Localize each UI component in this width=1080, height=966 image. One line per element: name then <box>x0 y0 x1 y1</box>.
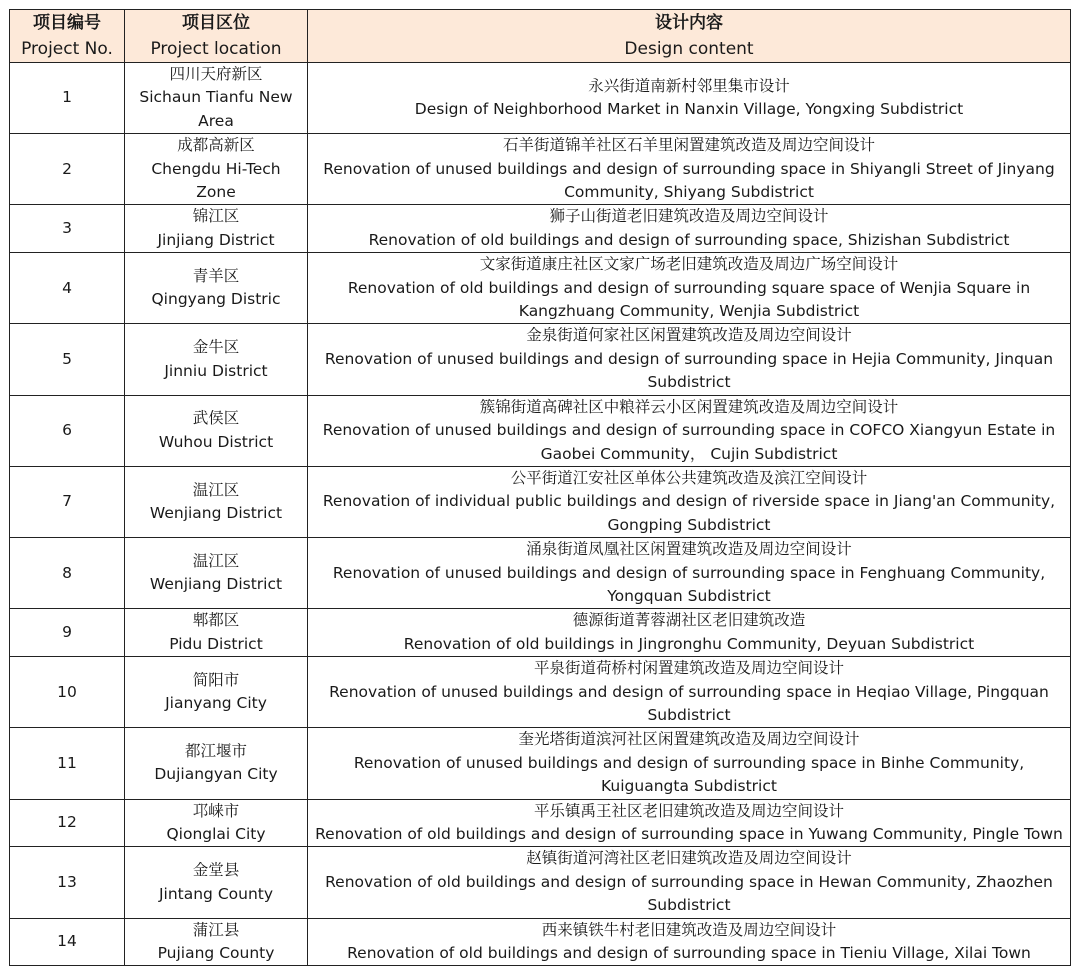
project-location-cell <box>125 324 308 395</box>
location-en: Wenjiang District <box>149 575 283 594</box>
design-content-cell <box>308 538 1071 609</box>
location-en: Pujiang County <box>157 944 275 963</box>
design-content-cell <box>308 609 1071 657</box>
header-project-no-en: Project No. <box>21 39 113 59</box>
design-content-cell <box>308 134 1071 205</box>
location-zh: 金堂县 <box>192 861 240 880</box>
location-zh: 成都高新区 <box>177 136 255 155</box>
design-content-cell <box>308 799 1071 847</box>
project-no-cell: 5 <box>10 324 125 395</box>
content-en: Renovation of unused buildings and design of surrounding space in Binhe Community, Kuiguangta Subdistrict <box>353 753 1025 796</box>
table-row <box>10 538 1071 609</box>
content-zh: 石羊街道锦羊社区石羊里闲置建筑改造及周边空间设计 <box>502 136 875 155</box>
header-project-location <box>125 10 308 63</box>
location-zh: 温江区 <box>192 480 240 499</box>
project-no-cell: 2 <box>10 134 125 205</box>
header-project-location-zh: 项目区位 <box>182 13 250 33</box>
location-en: Sichaun Tianfu New Area <box>139 88 293 130</box>
location-zh: 锦江区 <box>192 207 240 226</box>
table-header-row <box>10 10 1071 63</box>
location-en: Qionglai City <box>166 825 266 843</box>
table-row <box>10 63 1071 134</box>
location-en: Jinjiang District <box>157 230 275 249</box>
location-en: Jianyang City <box>165 694 267 713</box>
project-no-cell: 9 <box>10 609 125 657</box>
project-location-cell <box>125 728 308 799</box>
content-en: Renovation of unused buildings and design of surrounding space in Heqiao Village, Pingquan Subdistrict <box>329 682 1049 724</box>
project-location-cell <box>125 63 308 134</box>
table-row <box>10 657 1071 728</box>
content-zh: 德源街道菁蓉湖社区老旧建筑改造 <box>572 611 806 630</box>
location-zh: 都江堰市 <box>184 742 247 761</box>
project-no-cell: 14 <box>10 918 125 966</box>
project-no-cell: 1 <box>10 63 125 134</box>
location-en: Wuhou District <box>158 432 274 451</box>
project-no-cell: 4 <box>10 253 125 324</box>
design-content-cell <box>308 395 1071 466</box>
content-zh: 狮子山街道老旧建筑改造及周边空间设计 <box>549 207 829 226</box>
header-project-location-en: Project location <box>150 39 282 59</box>
table-row <box>10 799 1071 847</box>
content-zh: 公平街道江安社区单体公共建筑改造及滨江空间设计 <box>510 468 868 487</box>
project-no-cell: 11 <box>10 728 125 799</box>
content-en: Renovation of old buildings and design of surrounding space in Hewan Community, Zhaozhen Subdistrict <box>325 872 1053 915</box>
header-project-no-zh: 项目编号 <box>33 13 101 33</box>
location-zh: 武侯区 <box>192 409 240 428</box>
location-en: Qingyang Distric <box>151 290 281 309</box>
content-zh: 奎光塔街道滨河社区闲置建筑改造及周边空间设计 <box>518 730 860 749</box>
design-content-cell <box>308 657 1071 728</box>
location-en: Jinniu District <box>164 361 268 380</box>
location-en: Dujiangyan City <box>154 765 278 784</box>
location-en: Chengdu Hi-Tech Zone <box>151 159 281 202</box>
content-en: Design of Neighborhood Market in Nanxin Village, Yongxing Subdistrict <box>414 100 964 119</box>
location-zh: 蒲江县 <box>192 920 240 939</box>
content-en: Renovation of unused buildings and design of surrounding space in Shiyangli Street of Jinyang Community, Shiyang Subdistrict <box>323 159 1055 202</box>
project-location-cell <box>125 134 308 205</box>
design-content-cell <box>308 728 1071 799</box>
content-zh: 西来镇铁牛村老旧建筑改造及周边空间设计 <box>541 920 837 939</box>
content-en: Renovation of unused buildings and design of surrounding space in Hejia Community, Jinquan Subdistrict <box>324 349 1054 392</box>
content-en: Renovation of old buildings in Jingronghu Community, Deyuan Subdistrict <box>403 634 975 653</box>
content-zh: 赵镇街道河湾社区老旧建筑改造及周边空间设计 <box>526 849 852 868</box>
location-zh: 四川天府新区 <box>169 65 263 83</box>
table-row <box>10 395 1071 466</box>
content-zh: 平乐镇禹王社区老旧建筑改造及周边空间设计 <box>533 801 844 820</box>
content-en: Renovation of old buildings and design of surrounding space in Yuwang Community, Pingle Town <box>315 825 1063 843</box>
project-location-cell <box>125 466 308 537</box>
content-zh: 簇锦街道高碑社区中粮祥云小区闲置建筑改造及周边空间设计 <box>479 397 899 416</box>
project-location-cell <box>125 918 308 966</box>
project-no-cell: 3 <box>10 205 125 253</box>
project-no-cell: 8 <box>10 538 125 609</box>
table-row <box>10 466 1071 537</box>
content-zh: 涌泉街道凤凰社区闲置建筑改造及周边空间设计 <box>526 540 852 559</box>
project-location-cell <box>125 609 308 657</box>
location-zh: 青羊区 <box>192 266 240 285</box>
header-design-content-zh: 设计内容 <box>655 13 723 33</box>
project-no-cell: 6 <box>10 395 125 466</box>
header-project-no <box>10 10 125 63</box>
project-location-cell <box>125 538 308 609</box>
table-row <box>10 253 1071 324</box>
project-location-cell <box>125 847 308 918</box>
location-zh: 郫都区 <box>192 611 240 630</box>
project-no-cell: 7 <box>10 466 125 537</box>
project-location-cell <box>125 799 308 847</box>
header-design-content-en: Design content <box>624 39 754 59</box>
content-zh: 永兴街道南新村邻里集市设计 <box>588 76 790 95</box>
project-location-cell <box>125 395 308 466</box>
table-row <box>10 134 1071 205</box>
content-en: Renovation of unused buildings and design of surrounding space in Fenghuang Community, Yongquan Subdistrict <box>332 563 1046 605</box>
design-content-cell <box>308 205 1071 253</box>
location-zh: 邛崃市 <box>192 801 240 820</box>
design-content-cell <box>308 324 1071 395</box>
project-no-cell: 12 <box>10 799 125 847</box>
project-table <box>9 9 1071 966</box>
table-row <box>10 609 1071 657</box>
content-en: Renovation of unused buildings and design of surrounding space in COFCO Xiangyun Estate in Gaobei Community， Cujin Subdistrict <box>322 421 1056 463</box>
location-zh: 温江区 <box>192 551 240 570</box>
location-zh: 简阳市 <box>192 670 240 689</box>
project-location-cell <box>125 253 308 324</box>
table-row <box>10 324 1071 395</box>
content-en: Renovation of old buildings and design of surrounding space, Shizishan Subdistrict <box>368 230 1010 249</box>
design-content-cell <box>308 253 1071 324</box>
content-zh: 金泉街道何家社区闲置建筑改造及周边空间设计 <box>526 326 852 345</box>
content-en: Renovation of old buildings and design of surrounding space in Tieniu Village, Xilai Town <box>347 944 1031 963</box>
table-row <box>10 847 1071 918</box>
content-en: Renovation of old buildings and design of surrounding square space of Wenjia Square in Kangzhuang Community, Wenjia Subdistrict <box>347 278 1031 321</box>
location-en: Jintang County <box>158 884 274 903</box>
content-en: Renovation of individual public buildings and design of riverside space in Jiang'an Community, Gongping Subdistrict <box>322 492 1056 534</box>
table-row <box>10 728 1071 799</box>
header-design-content <box>308 10 1071 63</box>
design-content-cell <box>308 847 1071 918</box>
design-content-cell <box>308 63 1071 134</box>
location-en: Wenjiang District <box>149 504 283 523</box>
location-zh: 金牛区 <box>192 338 240 357</box>
content-zh: 文家街道康庄社区文家广场老旧建筑改造及周边广场空间设计 <box>479 255 899 274</box>
project-location-cell <box>125 205 308 253</box>
design-content-cell <box>308 918 1071 966</box>
table-row <box>10 918 1071 966</box>
project-no-cell: 13 <box>10 847 125 918</box>
table-row <box>10 205 1071 253</box>
project-location-cell <box>125 657 308 728</box>
project-no-cell: 10 <box>10 657 125 728</box>
design-content-cell <box>308 466 1071 537</box>
content-zh: 平泉街道荷桥村闲置建筑改造及周边空间设计 <box>533 659 844 678</box>
location-en: Pidu District <box>169 634 263 653</box>
